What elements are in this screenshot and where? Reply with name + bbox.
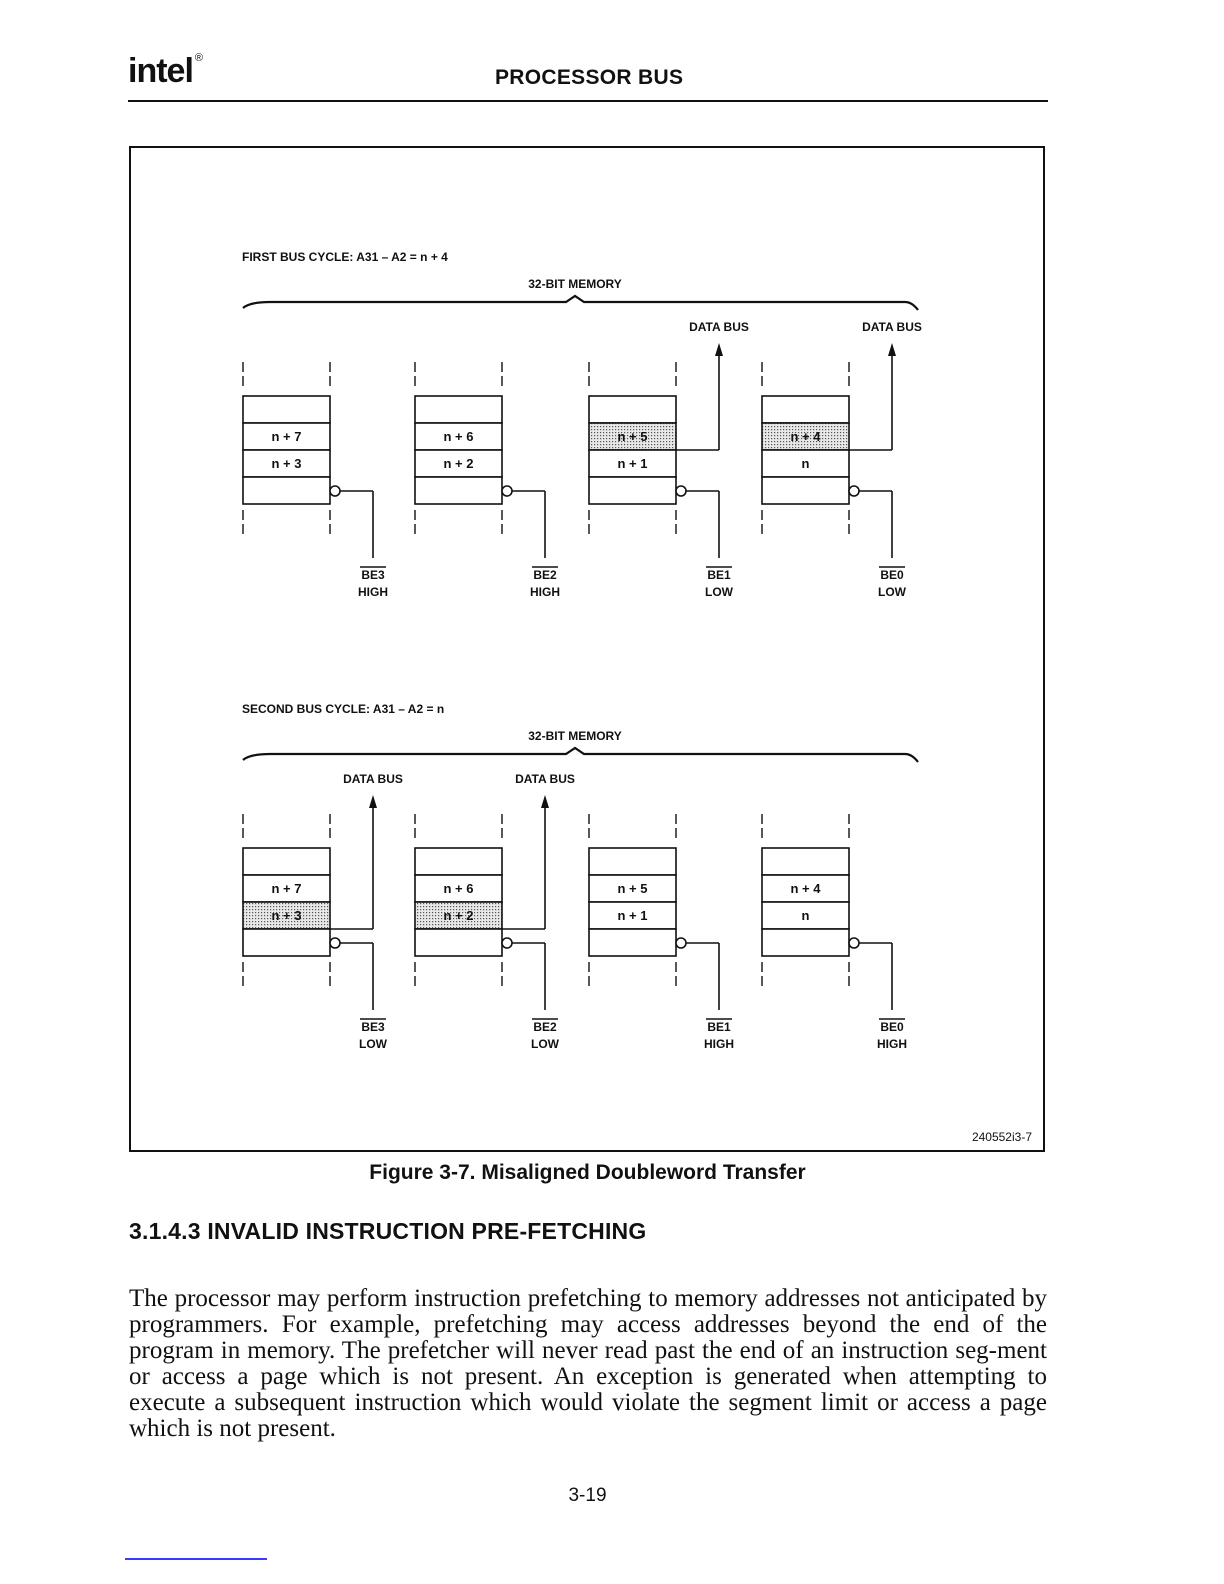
byte-enable-label: BE0 [880, 568, 904, 582]
memory-cell-label: n + 1 [617, 908, 648, 923]
memory-brace [243, 296, 918, 310]
section-heading: 3.1.4.3 INVALID INSTRUCTION PRE-FETCHING [129, 1218, 647, 1244]
memory-cell [589, 396, 676, 423]
byte-enable-state: HIGH [704, 1037, 734, 1051]
memory-cell-label: n + 3 [271, 908, 302, 923]
byte-enable-label: BE0 [880, 1020, 904, 1034]
data-bus-arrow [888, 343, 896, 356]
registered-mark: ® [194, 52, 203, 64]
memory-cell [243, 477, 330, 504]
byte-enable-label: BE1 [707, 1020, 731, 1034]
enable-bubble [849, 486, 859, 496]
byte-enable-state: HIGH [358, 585, 388, 599]
enable-bubble [502, 938, 512, 948]
memory-cell-label: n + 2 [443, 908, 474, 923]
footer-rule [125, 1558, 267, 1560]
memory-cell [415, 848, 502, 875]
byte-enable-state: LOW [878, 585, 906, 599]
memory-cell [589, 848, 676, 875]
memory-cell-label: n + 6 [443, 881, 474, 896]
memory-cell [243, 396, 330, 423]
byte-enable-state: LOW [359, 1037, 387, 1051]
data-bus-label: DATA BUS [515, 772, 575, 786]
enable-bubble [676, 938, 686, 948]
memory-cell [762, 477, 849, 504]
memory-label: 32-BIT MEMORY [528, 729, 622, 743]
byte-enable-label: BE3 [361, 1020, 385, 1034]
memory-cell-label: n + 3 [271, 456, 302, 471]
memory-cell [243, 848, 330, 875]
memory-cell-label: n + 4 [790, 429, 821, 444]
memory-cell [762, 396, 849, 423]
byte-enable-state: HIGH [877, 1037, 907, 1051]
memory-cell [243, 929, 330, 956]
memory-cell [415, 929, 502, 956]
logo-text: intel [128, 52, 193, 90]
memory-cell-label: n + 5 [617, 429, 648, 444]
memory-cell-label: n + 7 [271, 429, 302, 444]
cycle-title: SECOND BUS CYCLE: A31 – A2 = n [242, 702, 445, 716]
byte-enable-label: BE3 [361, 568, 385, 582]
memory-brace [243, 748, 918, 762]
data-bus-arrow [715, 343, 723, 356]
memory-cell [415, 477, 502, 504]
memory-cell-label: n + 6 [443, 429, 474, 444]
memory-cell-label: n [801, 456, 810, 471]
cycle-title: FIRST BUS CYCLE: A31 – A2 = n + 4 [242, 250, 448, 264]
memory-cell [415, 396, 502, 423]
data-bus-label: DATA BUS [689, 320, 749, 334]
byte-enable-state: LOW [705, 585, 733, 599]
byte-enable-label: BE2 [533, 1020, 557, 1034]
data-bus-label: DATA BUS [862, 320, 922, 334]
page-number: 3-19 [568, 1485, 607, 1506]
figure-caption: Figure 3-7. Misaligned Doubleword Transfer [369, 1161, 806, 1184]
body-paragraph: The processor may perform instruction prefetching to memory addresses not anticipated by programmers. For example, prefetching may access addresses beyond the end of the program in memory. The prefetcher will never read past the end of an instruction seg-ment or access a page which is not present. An exception is generated when attempting to execute a subsequent instruction which would violate the segment limit or access a page which is not present. [129, 1285, 1047, 1442]
memory-cell-label: n + 2 [443, 456, 474, 471]
data-bus-arrow [369, 795, 377, 808]
byte-enable-state: HIGH [530, 585, 560, 599]
memory-cell [589, 477, 676, 504]
enable-bubble [676, 486, 686, 496]
memory-cell [589, 929, 676, 956]
memory-cell-label: n + 1 [617, 456, 648, 471]
memory-cell [762, 848, 849, 875]
data-bus-label: DATA BUS [343, 772, 403, 786]
figure-id: 240552i3-7 [971, 1130, 1032, 1144]
memory-cell-label: n [801, 908, 810, 923]
memory-cell-label: n + 4 [790, 881, 821, 896]
enable-bubble [330, 938, 340, 948]
memory-label: 32-BIT MEMORY [528, 277, 622, 291]
byte-enable-label: BE1 [707, 568, 731, 582]
memory-cell-label: n + 5 [617, 881, 648, 896]
data-bus-arrow [541, 795, 549, 808]
page-header-title: PROCESSOR BUS [495, 66, 684, 89]
memory-cell-label: n + 7 [271, 881, 302, 896]
enable-bubble [849, 938, 859, 948]
enable-bubble [502, 486, 512, 496]
enable-bubble [330, 486, 340, 496]
memory-cell [762, 929, 849, 956]
byte-enable-label: BE2 [533, 568, 557, 582]
byte-enable-state: LOW [531, 1037, 559, 1051]
